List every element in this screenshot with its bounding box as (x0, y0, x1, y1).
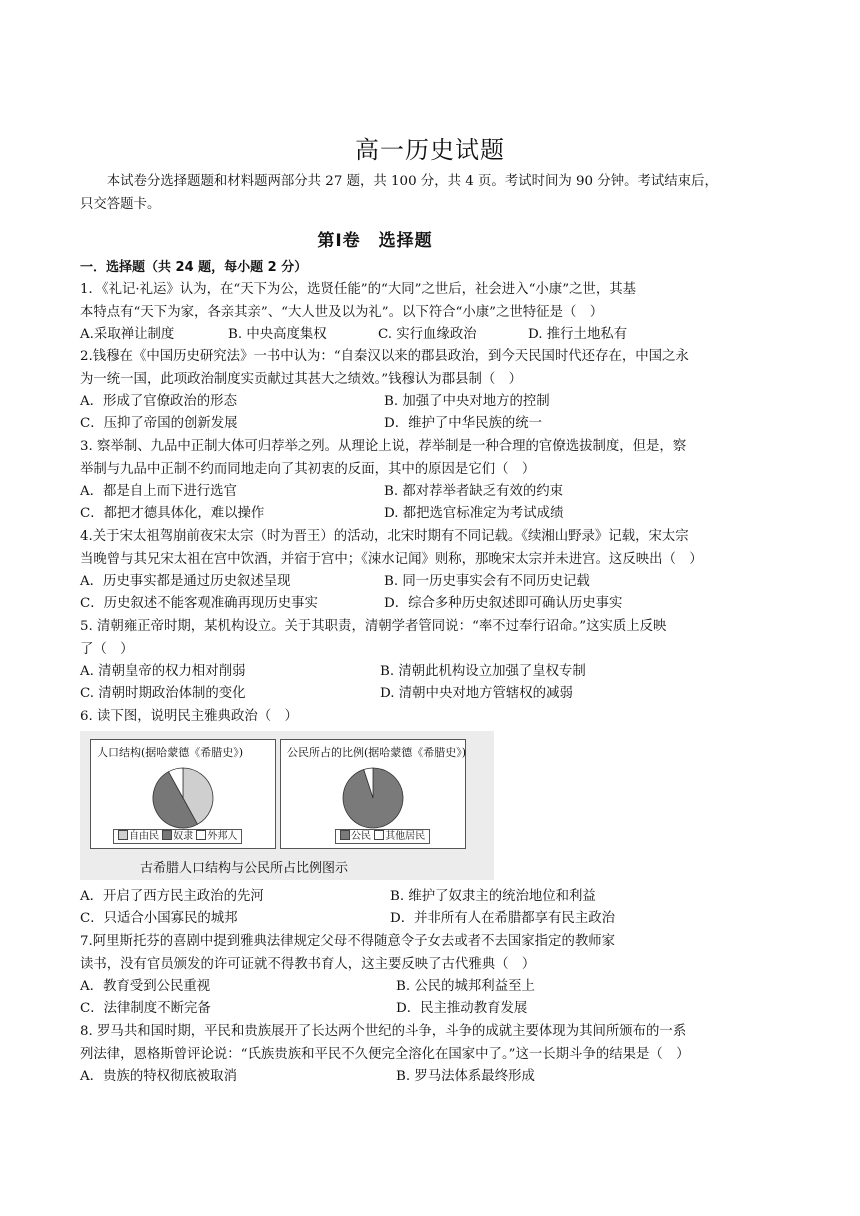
option-a[interactable]: A．都是自上而下进行选官 (80, 484, 237, 499)
population-structure-legend (113, 829, 242, 844)
option-a[interactable]: A．开启了西方民主政治的先河 (80, 889, 264, 904)
question-8-line-1: 8. 罗马共和国时期，平民和贵族展开了长达两个世纪的斗争，斗争的成就主要体现为其间所颁布的一系 (80, 1024, 687, 1039)
question-7-line-2: 读书，没有官员颁发的许可证就不得教书育人，这主要反映了古代雅典（ ） (80, 957, 536, 972)
option-d[interactable]: D. 推行土地私有 (528, 327, 628, 342)
option-a[interactable]: A.采取禅让制度 (80, 327, 175, 342)
option-a[interactable]: A．形成了官僚政治的形态 (80, 394, 237, 409)
citizen-ratio-title: 公民所占的比例(据哈蒙德《希腊史》) (287, 746, 467, 759)
option-a[interactable]: A．历史事实都是通过历史叙述呈现 (80, 574, 291, 589)
question-2-line-1: 2.钱穆在《中国历史研究法》一书中认为：“自秦汉以来的郡县政治，到今天民国时代还存在，中国之永 (80, 349, 689, 364)
option-d[interactable]: D．民主推动教育发展 (396, 1001, 528, 1016)
option-a[interactable]: A．教育受到公民重视 (80, 979, 211, 994)
intro-line-1: 本试卷分选择题题和材料题两部分共 27 题，共 100 分，共 4 页。考试时间为 90 分钟。考试结束后， (106, 174, 718, 189)
option-c[interactable]: C．只适合小国寡民的城邦 (80, 911, 238, 926)
citizen-ratio-legend (335, 829, 430, 844)
option-b[interactable]: B. 维护了奴隶主的统治地位和利益 (390, 889, 596, 904)
question-7-line-1: 7.阿里斯托芬的喜剧中提到雅典法律规定父母不得随意令子女去或者不去国家指定的教师家 (80, 934, 616, 949)
question-6-line-1: 6. 读下图，说明民主雅典政治（ ） (80, 709, 298, 724)
option-b[interactable]: B. 加强了中央对地方的控制 (384, 394, 550, 409)
legend-label-citizen: 公民 (351, 831, 371, 842)
legend-swatch-slave (162, 830, 172, 840)
option-b[interactable]: B. 罗马法体系最终形成 (396, 1069, 535, 1084)
option-b[interactable]: B. 都对荐举者缺乏有效的约束 (384, 484, 564, 499)
figure-caption: 古希腊人口结构与公民所占比例图示 (140, 861, 349, 876)
option-b[interactable]: B. 中央高度集权 (228, 327, 327, 342)
question-5-line-1: 5. 清朝雍正帝时期，某机构设立。关于其职责，清朝学者管同说：“率不过奉行诏命。”这实质上反映 (80, 619, 667, 634)
legend-swatch-citizen (340, 830, 350, 840)
option-a[interactable]: A．贵族的特权彻底被取消 (80, 1069, 237, 1084)
option-d[interactable]: D. 都把选官标准定为考试成绩 (384, 506, 564, 521)
option-c[interactable]: C．历史叙述不能客观准确再现历史事实 (80, 596, 318, 611)
population-structure-title: 人口结构(据哈蒙德《希腊史》) (97, 746, 244, 759)
option-b[interactable]: B. 清朝此机构设立加强了皇权专制 (380, 664, 586, 679)
population-structure-panel (90, 739, 276, 849)
question-3-line-1: 3. 察举制、九品中正制大体可归荐举之列。从理论上说，荐举制是一种合理的官僚选拔制度，但是，察 (80, 439, 687, 454)
option-c[interactable]: C. 实行血缘政治 (378, 327, 477, 342)
option-b[interactable]: B. 同一历史事实会有不同历史记载 (384, 574, 590, 589)
option-a[interactable]: A. 清朝皇帝的权力相对削弱 (80, 664, 246, 679)
question-8-line-2: 列法律，恩格斯曾评论说：“氏族贵族和平民不久便完全溶化在国家中了。”这一长期斗争的结果是（ ） (80, 1047, 690, 1062)
citizen-ratio-panel (280, 739, 466, 849)
population-figure (80, 731, 494, 880)
option-d[interactable]: D. 清朝中央对地方管辖权的减弱 (380, 686, 573, 701)
option-c[interactable]: C．压抑了帝国的创新发展 (80, 416, 238, 431)
section-title: 第Ⅰ卷 选择题 (317, 231, 433, 251)
option-d[interactable]: D．综合多种历史叙述即可确认历史事实 (384, 596, 623, 611)
legend-swatch-foreigner (196, 830, 206, 840)
question-1-line-1: 1．《礼记·礼运》认为，在“天下为公，选贤任能”的“大同”之世后，社会进入“小康”之世，其基 (80, 282, 636, 297)
option-c[interactable]: C．法律制度不断完备 (80, 1001, 211, 1016)
option-d[interactable]: D．维护了中华民族的统一 (384, 416, 543, 431)
part-heading: 一．选择题（共 24 题，每小题 2 分） (80, 260, 308, 275)
question-4-line-2: 当晚曾与其兄宋太祖在宫中饮酒，并宿于宫中；《涑水记闻》则称，那晚宋太宗并未进宫。这反映出（ ） (80, 552, 703, 567)
question-5-line-2: 了（ ） (80, 642, 134, 657)
legend-label-slave: 奴隶 (173, 831, 194, 842)
page-title: 高一历史试题 (355, 136, 505, 164)
option-c[interactable]: C．都把才德具体化，难以操作 (80, 506, 265, 521)
option-d[interactable]: D．并非所有人在希腊都享有民主政治 (390, 911, 615, 926)
legend-label-other: 其他居民 (385, 831, 426, 842)
question-3-line-2: 举制与九品中正制不约而同地走向了其初衷的反面，其中的原因是它们（ ） (80, 462, 536, 477)
option-b[interactable]: B. 公民的城邦利益至上 (396, 979, 535, 994)
intro-line-2: 只交答题卡。 (80, 197, 161, 212)
legend-swatch-other (374, 830, 384, 840)
question-4-line-1: 4.关于宋太祖驾崩前夜宋太宗（时为晋王）的活动，北宋时期有不同记载。《续湘山野录》记载，宋太宗 (80, 529, 689, 544)
legend-label-free: 自由民 (129, 831, 159, 842)
question-1-line-2: 本特点有“天下为家，各亲其亲”、“大人世及以为礼”。以下符合“小康”之世特征是（ ） (80, 305, 604, 320)
legend-label-foreigner: 外邦人 (207, 831, 238, 842)
legend-swatch-free (118, 830, 128, 840)
question-2-line-2: 为一统一国，此项政治制度实贡献过其甚大之绩效。”钱穆认为郡县制（ ） (80, 372, 523, 387)
option-c[interactable]: C. 清朝时期政治体制的变化 (80, 686, 246, 701)
